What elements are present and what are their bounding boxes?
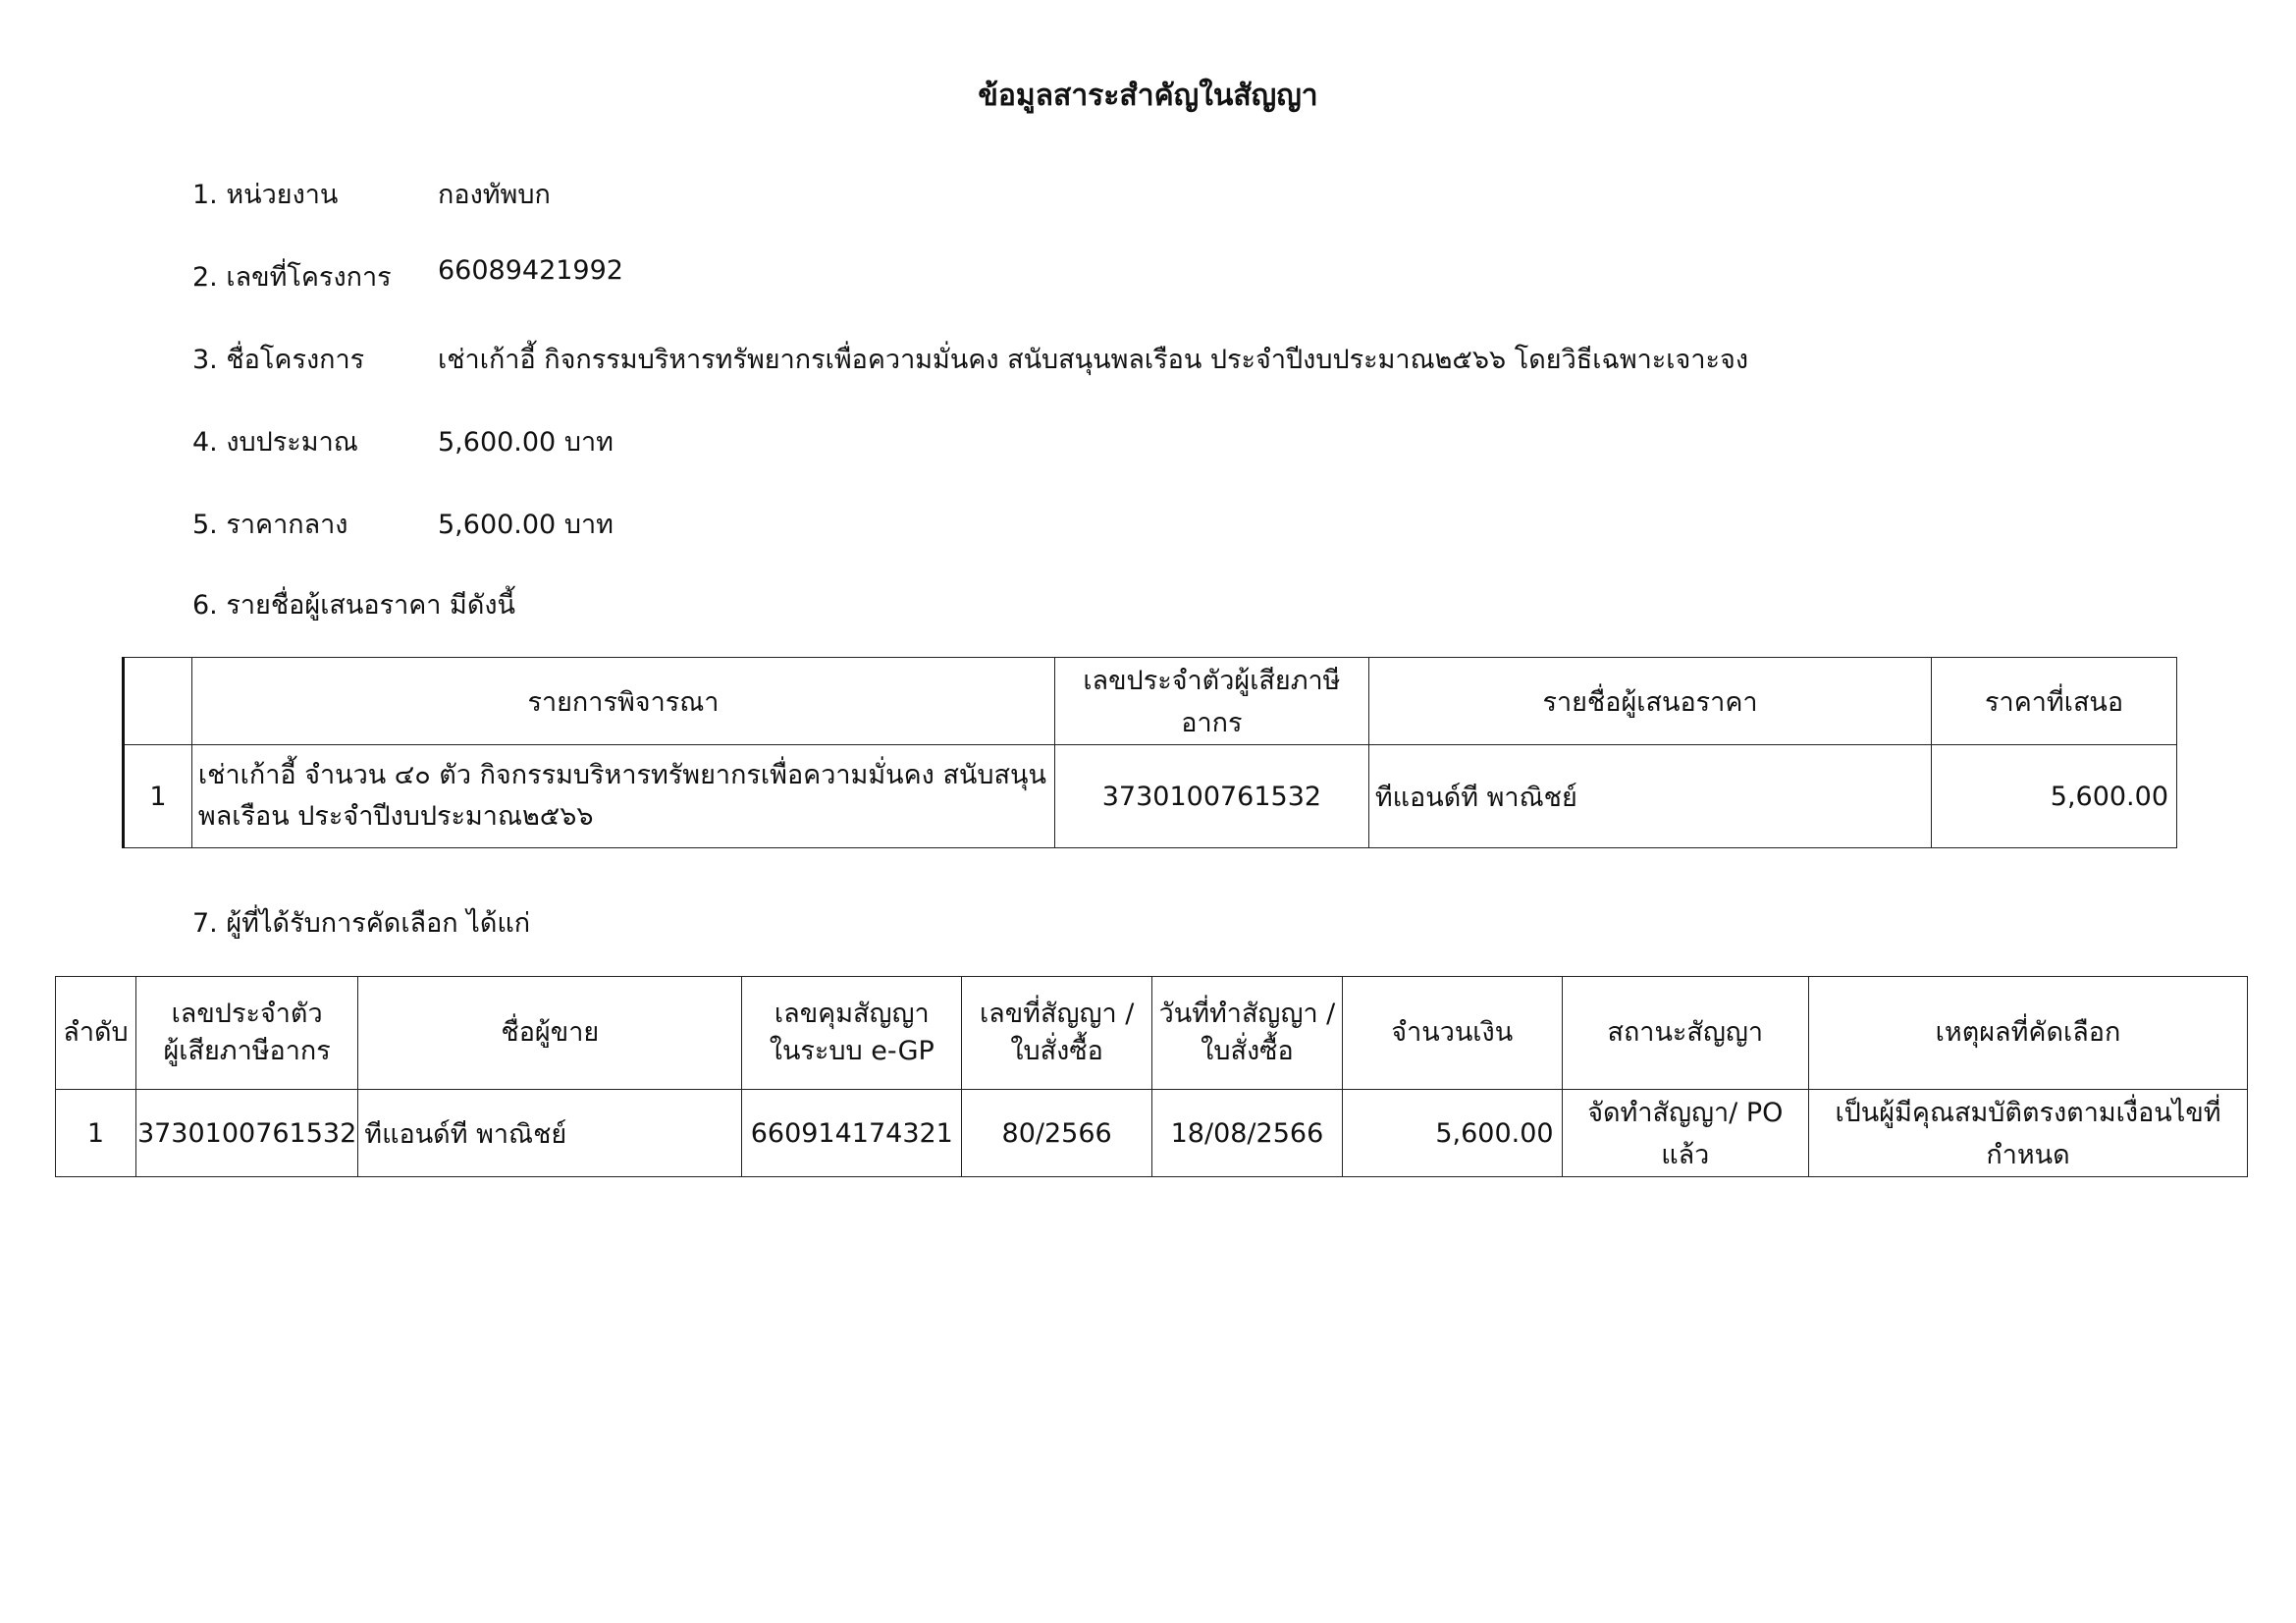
header-line: ใบสั่งซื้อ <box>1010 1036 1103 1066</box>
header-tax-id: เลขประจำตัวผู้เสียภาษีอากร <box>1054 658 1368 745</box>
cell-status: จัดทำสัญญา/ PO แล้ว <box>1562 1090 1808 1177</box>
cell-item: เช่าเก้าอี้ จำนวน ๔๐ ตัว กิจกรรมบริหารทรัพยากรเพื่อความมั่นคง สนับสนุนพลเรือน ประจำปีงบประมาณ๒๕๖๖ <box>191 745 1054 848</box>
section-selected-heading: 7. ผู้ที่ได้รับการคัดเลือก ได้แก่ <box>192 908 531 939</box>
cell-contract-date: 18/08/2566 <box>1152 1090 1343 1177</box>
header-line: เลขที่สัญญา / <box>979 999 1135 1030</box>
field-label: 3. ชื่อโครงการ <box>192 345 365 375</box>
header-line: เลขคุมสัญญา <box>774 999 930 1030</box>
header-no <box>124 658 192 745</box>
field-value: เช่าเก้าอี้ กิจกรรมบริหารทรัพยากรเพื่อความมั่นคง สนับสนุนพลเรือน ประจำปีงบประมาณ๒๕๖๖ โดยวิธีเฉพาะเจาะจง <box>438 345 1749 375</box>
table-row <box>56 1090 2248 1177</box>
field-label: 2. เลขที่โครงการ <box>192 262 392 293</box>
cell-tax-id: 3730100761532 <box>135 1090 357 1177</box>
cell-no: 1 <box>124 745 192 848</box>
field-label: 5. ราคากลาง <box>192 510 348 540</box>
section-bidders-heading: 6. รายชื่อผู้เสนอราคา มีดังนี้ <box>192 590 516 621</box>
header-line: ผู้เสียภาษีอากร <box>163 1036 331 1066</box>
cell-tax-id: 3730100761532 <box>1054 745 1368 848</box>
table-header-row <box>124 658 2177 745</box>
cell-reason: เป็นผู้มีคุณสมบัติตรงตามเงื่อนไขที่กำหนด <box>1809 1090 2248 1177</box>
field-value: 5,600.00 บาท <box>438 427 614 458</box>
header-line: ในระบบ e-GP <box>769 1036 934 1066</box>
field-value: กองทัพบก <box>438 180 551 210</box>
field-label: 1. หน่วยงาน <box>192 180 339 210</box>
document-title: ข้อมูลสาระสำคัญในสัญญา <box>978 79 1318 113</box>
header-price: ราคาที่เสนอ <box>1932 658 2177 745</box>
bidders-table <box>122 657 2177 848</box>
cell-price: 5,600.00 <box>1932 745 2177 848</box>
selected-table <box>55 976 2248 1177</box>
header-line: ใบสั่งซื้อ <box>1201 1036 1294 1066</box>
table-row <box>124 745 2177 848</box>
header-egp <box>742 977 962 1090</box>
header-bidder: รายชื่อผู้เสนอราคา <box>1368 658 1931 745</box>
cell-contract-no: 80/2566 <box>962 1090 1152 1177</box>
cell-no: 1 <box>56 1090 136 1177</box>
header-tax-id <box>135 977 357 1090</box>
field-label: 4. งบประมาณ <box>192 427 358 458</box>
table-header-row <box>56 977 2248 1090</box>
field-value: 66089421992 <box>438 255 623 286</box>
header-contract-no <box>962 977 1152 1090</box>
header-status: สถานะสัญญา <box>1562 977 1808 1090</box>
header-line: เลขประจำตัว <box>171 999 323 1030</box>
header-no: ลำดับ <box>56 977 136 1090</box>
cell-egp-no: 660914174321 <box>742 1090 962 1177</box>
header-seller: ชื่อผู้ขาย <box>358 977 742 1090</box>
header-item: รายการพิจารณา <box>191 658 1054 745</box>
header-contract-date <box>1152 977 1343 1090</box>
header-amount: จำนวนเงิน <box>1342 977 1562 1090</box>
cell-amount: 5,600.00 <box>1342 1090 1562 1177</box>
cell-seller: ทีแอนด์ที พาณิชย์ <box>358 1090 742 1177</box>
header-line: วันที่ทำสัญญา / <box>1158 999 1336 1030</box>
field-value: 5,600.00 บาท <box>438 510 614 540</box>
header-reason: เหตุผลที่คัดเลือก <box>1809 977 2248 1090</box>
cell-bidder: ทีแอนด์ที พาณิชย์ <box>1368 745 1931 848</box>
